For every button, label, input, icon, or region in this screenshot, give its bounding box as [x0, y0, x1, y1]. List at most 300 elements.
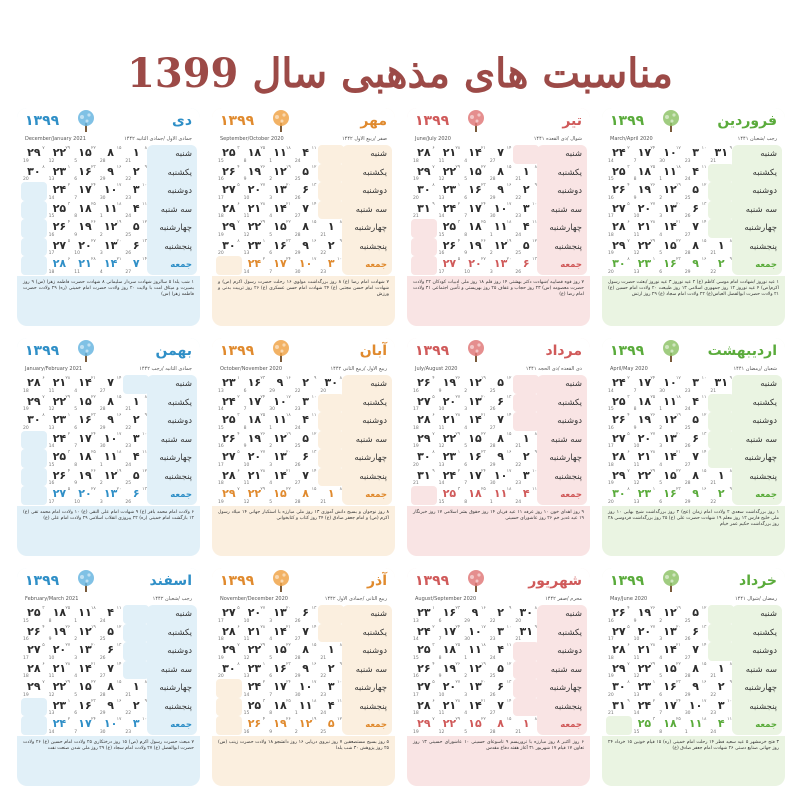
day-cell[interactable]	[72, 698, 98, 717]
day-cell[interactable]	[267, 201, 293, 220]
day-cell[interactable]	[708, 182, 734, 201]
day-cell[interactable]	[708, 642, 734, 661]
day-cell[interactable]	[267, 412, 293, 431]
day-cell[interactable]	[123, 164, 149, 183]
day-cell[interactable]	[708, 486, 734, 505]
day-cell[interactable]	[242, 468, 268, 487]
day-cell[interactable]	[437, 486, 463, 505]
day-cell[interactable]	[513, 661, 539, 680]
day-cell[interactable]	[47, 642, 73, 661]
day-cell[interactable]	[98, 486, 124, 505]
day-cell[interactable]	[632, 238, 658, 257]
day-cell[interactable]	[21, 145, 47, 164]
day-cell[interactable]	[98, 219, 124, 238]
day-cell[interactable]	[318, 642, 344, 661]
day-cell[interactable]	[437, 394, 463, 413]
day-cell[interactable]	[411, 468, 437, 487]
day-cell[interactable]	[242, 394, 268, 413]
day-cell[interactable]	[462, 256, 488, 275]
day-cell[interactable]	[657, 716, 683, 735]
day-cell[interactable]	[462, 431, 488, 450]
day-cell[interactable]	[606, 201, 632, 220]
day-cell[interactable]	[47, 468, 73, 487]
day-cell[interactable]	[657, 486, 683, 505]
day-cell[interactable]	[683, 698, 709, 717]
day-cell[interactable]	[216, 201, 242, 220]
day-cell[interactable]	[21, 412, 47, 431]
day-cell[interactable]	[657, 238, 683, 257]
day-cell[interactable]	[462, 238, 488, 257]
day-cell[interactable]	[513, 698, 539, 717]
day-cell[interactable]	[21, 164, 47, 183]
day-cell[interactable]	[437, 605, 463, 624]
day-cell[interactable]	[267, 605, 293, 624]
day-cell[interactable]	[708, 468, 734, 487]
day-cell[interactable]	[462, 698, 488, 717]
day-cell[interactable]	[437, 661, 463, 680]
day-cell[interactable]	[267, 256, 293, 275]
day-cell[interactable]	[462, 716, 488, 735]
day-cell[interactable]	[21, 238, 47, 257]
day-cell[interactable]	[657, 256, 683, 275]
day-cell[interactable]	[98, 256, 124, 275]
day-cell[interactable]	[411, 486, 437, 505]
day-cell[interactable]	[216, 145, 242, 164]
day-cell[interactable]	[318, 412, 344, 431]
day-cell[interactable]	[242, 679, 268, 698]
day-cell[interactable]	[708, 238, 734, 257]
day-cell[interactable]	[98, 201, 124, 220]
day-cell[interactable]	[21, 219, 47, 238]
day-cell[interactable]	[72, 256, 98, 275]
day-cell[interactable]	[632, 256, 658, 275]
day-cell[interactable]	[242, 486, 268, 505]
day-cell[interactable]	[216, 642, 242, 661]
day-cell[interactable]	[513, 624, 539, 643]
day-cell[interactable]	[216, 661, 242, 680]
day-cell[interactable]	[683, 394, 709, 413]
day-cell[interactable]	[267, 716, 293, 735]
day-cell[interactable]	[21, 431, 47, 450]
day-cell[interactable]	[513, 201, 539, 220]
day-cell[interactable]	[267, 661, 293, 680]
day-cell[interactable]	[462, 624, 488, 643]
day-cell[interactable]	[606, 145, 632, 164]
day-cell[interactable]	[683, 716, 709, 735]
day-cell[interactable]	[513, 642, 539, 661]
day-cell[interactable]	[437, 449, 463, 468]
day-cell[interactable]	[657, 605, 683, 624]
day-cell[interactable]	[462, 219, 488, 238]
day-cell[interactable]	[488, 605, 514, 624]
day-cell[interactable]	[47, 486, 73, 505]
day-cell[interactable]	[513, 219, 539, 238]
day-cell[interactable]	[293, 394, 319, 413]
day-cell[interactable]	[318, 182, 344, 201]
day-cell[interactable]	[318, 624, 344, 643]
day-cell[interactable]	[606, 394, 632, 413]
day-cell[interactable]	[513, 449, 539, 468]
day-cell[interactable]	[123, 449, 149, 468]
day-cell[interactable]	[513, 375, 539, 394]
day-cell[interactable]	[632, 375, 658, 394]
day-cell[interactable]	[72, 716, 98, 735]
day-cell[interactable]	[318, 394, 344, 413]
day-cell[interactable]	[318, 468, 344, 487]
day-cell[interactable]	[98, 238, 124, 257]
day-cell[interactable]	[47, 219, 73, 238]
day-cell[interactable]	[657, 394, 683, 413]
day-cell[interactable]	[21, 375, 47, 394]
day-cell[interactable]	[293, 238, 319, 257]
day-cell[interactable]	[267, 164, 293, 183]
day-cell[interactable]	[462, 468, 488, 487]
day-cell[interactable]	[488, 642, 514, 661]
day-cell[interactable]	[293, 642, 319, 661]
day-cell[interactable]	[98, 679, 124, 698]
day-cell[interactable]	[513, 182, 539, 201]
day-cell[interactable]	[606, 431, 632, 450]
day-cell[interactable]	[267, 624, 293, 643]
day-cell[interactable]	[267, 486, 293, 505]
day-cell[interactable]	[657, 679, 683, 698]
day-cell[interactable]	[123, 661, 149, 680]
day-cell[interactable]	[462, 164, 488, 183]
day-cell[interactable]	[513, 605, 539, 624]
day-cell[interactable]	[632, 164, 658, 183]
day-cell[interactable]	[123, 716, 149, 735]
day-cell[interactable]	[318, 375, 344, 394]
day-cell[interactable]	[72, 219, 98, 238]
day-cell[interactable]	[216, 486, 242, 505]
day-cell[interactable]	[72, 238, 98, 257]
day-cell[interactable]	[47, 698, 73, 717]
day-cell[interactable]	[657, 201, 683, 220]
day-cell[interactable]	[72, 431, 98, 450]
day-cell[interactable]	[242, 412, 268, 431]
day-cell[interactable]	[47, 679, 73, 698]
day-cell[interactable]	[242, 219, 268, 238]
day-cell[interactable]	[123, 431, 149, 450]
day-cell[interactable]	[123, 605, 149, 624]
day-cell[interactable]	[318, 256, 344, 275]
day-cell[interactable]	[683, 486, 709, 505]
day-cell[interactable]	[293, 145, 319, 164]
day-cell[interactable]	[632, 201, 658, 220]
day-cell[interactable]	[606, 412, 632, 431]
day-cell[interactable]	[708, 716, 734, 735]
day-cell[interactable]	[123, 642, 149, 661]
day-cell[interactable]	[683, 219, 709, 238]
day-cell[interactable]	[488, 201, 514, 220]
day-cell[interactable]	[437, 375, 463, 394]
day-cell[interactable]	[606, 256, 632, 275]
day-cell[interactable]	[216, 182, 242, 201]
day-cell[interactable]	[267, 182, 293, 201]
day-cell[interactable]	[488, 394, 514, 413]
day-cell[interactable]	[123, 219, 149, 238]
day-cell[interactable]	[267, 679, 293, 698]
day-cell[interactable]	[293, 182, 319, 201]
day-cell[interactable]	[683, 182, 709, 201]
day-cell[interactable]	[123, 256, 149, 275]
day-cell[interactable]	[411, 698, 437, 717]
day-cell[interactable]	[318, 431, 344, 450]
day-cell[interactable]	[123, 201, 149, 220]
day-cell[interactable]	[123, 182, 149, 201]
day-cell[interactable]	[708, 412, 734, 431]
day-cell[interactable]	[242, 375, 268, 394]
day-cell[interactable]	[242, 201, 268, 220]
day-cell[interactable]	[411, 449, 437, 468]
day-cell[interactable]	[632, 182, 658, 201]
day-cell[interactable]	[708, 256, 734, 275]
day-cell[interactable]	[216, 605, 242, 624]
day-cell[interactable]	[318, 698, 344, 717]
day-cell[interactable]	[437, 624, 463, 643]
day-cell[interactable]	[98, 375, 124, 394]
day-cell[interactable]	[123, 486, 149, 505]
day-cell[interactable]	[98, 716, 124, 735]
day-cell[interactable]	[513, 238, 539, 257]
day-cell[interactable]	[47, 375, 73, 394]
day-cell[interactable]	[683, 642, 709, 661]
day-cell[interactable]	[411, 201, 437, 220]
day-cell[interactable]	[123, 238, 149, 257]
day-cell[interactable]	[513, 394, 539, 413]
day-cell[interactable]	[123, 624, 149, 643]
day-cell[interactable]	[47, 605, 73, 624]
day-cell[interactable]	[488, 486, 514, 505]
day-cell[interactable]	[47, 201, 73, 220]
day-cell[interactable]	[216, 698, 242, 717]
day-cell[interactable]	[267, 468, 293, 487]
day-cell[interactable]	[488, 145, 514, 164]
day-cell[interactable]	[488, 164, 514, 183]
day-cell[interactable]	[98, 164, 124, 183]
day-cell[interactable]	[437, 219, 463, 238]
day-cell[interactable]	[606, 661, 632, 680]
day-cell[interactable]	[488, 375, 514, 394]
day-cell[interactable]	[47, 238, 73, 257]
day-cell[interactable]	[437, 256, 463, 275]
day-cell[interactable]	[216, 468, 242, 487]
day-cell[interactable]	[123, 698, 149, 717]
day-cell[interactable]	[708, 431, 734, 450]
day-cell[interactable]	[216, 256, 242, 275]
day-cell[interactable]	[72, 201, 98, 220]
day-cell[interactable]	[267, 375, 293, 394]
day-cell[interactable]	[242, 661, 268, 680]
day-cell[interactable]	[437, 698, 463, 717]
day-cell[interactable]	[21, 716, 47, 735]
day-cell[interactable]	[293, 256, 319, 275]
day-cell[interactable]	[708, 394, 734, 413]
day-cell[interactable]	[47, 164, 73, 183]
day-cell[interactable]	[513, 716, 539, 735]
day-cell[interactable]	[606, 468, 632, 487]
day-cell[interactable]	[318, 449, 344, 468]
day-cell[interactable]	[72, 486, 98, 505]
day-cell[interactable]	[606, 642, 632, 661]
day-cell[interactable]	[513, 256, 539, 275]
day-cell[interactable]	[683, 238, 709, 257]
day-cell[interactable]	[318, 716, 344, 735]
day-cell[interactable]	[488, 698, 514, 717]
day-cell[interactable]	[242, 449, 268, 468]
day-cell[interactable]	[72, 679, 98, 698]
day-cell[interactable]	[242, 624, 268, 643]
day-cell[interactable]	[21, 394, 47, 413]
day-cell[interactable]	[606, 164, 632, 183]
day-cell[interactable]	[708, 449, 734, 468]
day-cell[interactable]	[72, 624, 98, 643]
day-cell[interactable]	[606, 486, 632, 505]
day-cell[interactable]	[267, 219, 293, 238]
day-cell[interactable]	[98, 642, 124, 661]
day-cell[interactable]	[216, 449, 242, 468]
day-cell[interactable]	[488, 716, 514, 735]
day-cell[interactable]	[216, 716, 242, 735]
day-cell[interactable]	[267, 431, 293, 450]
day-cell[interactable]	[488, 238, 514, 257]
day-cell[interactable]	[293, 679, 319, 698]
day-cell[interactable]	[293, 716, 319, 735]
day-cell[interactable]	[437, 145, 463, 164]
day-cell[interactable]	[683, 449, 709, 468]
day-cell[interactable]	[708, 164, 734, 183]
day-cell[interactable]	[657, 468, 683, 487]
day-cell[interactable]	[437, 182, 463, 201]
day-cell[interactable]	[293, 605, 319, 624]
day-cell[interactable]	[606, 624, 632, 643]
day-cell[interactable]	[513, 679, 539, 698]
day-cell[interactable]	[98, 624, 124, 643]
day-cell[interactable]	[488, 468, 514, 487]
day-cell[interactable]	[437, 679, 463, 698]
day-cell[interactable]	[47, 256, 73, 275]
day-cell[interactable]	[216, 394, 242, 413]
day-cell[interactable]	[72, 468, 98, 487]
day-cell[interactable]	[216, 219, 242, 238]
day-cell[interactable]	[437, 412, 463, 431]
day-cell[interactable]	[708, 624, 734, 643]
day-cell[interactable]	[488, 431, 514, 450]
day-cell[interactable]	[437, 164, 463, 183]
day-cell[interactable]	[72, 145, 98, 164]
day-cell[interactable]	[293, 431, 319, 450]
day-cell[interactable]	[72, 449, 98, 468]
day-cell[interactable]	[513, 431, 539, 450]
day-cell[interactable]	[123, 412, 149, 431]
day-cell[interactable]	[513, 486, 539, 505]
day-cell[interactable]	[216, 679, 242, 698]
day-cell[interactable]	[437, 201, 463, 220]
day-cell[interactable]	[242, 145, 268, 164]
day-cell[interactable]	[216, 164, 242, 183]
day-cell[interactable]	[216, 412, 242, 431]
day-cell[interactable]	[632, 605, 658, 624]
day-cell[interactable]	[293, 412, 319, 431]
day-cell[interactable]	[606, 182, 632, 201]
day-cell[interactable]	[318, 201, 344, 220]
day-cell[interactable]	[632, 716, 658, 735]
day-cell[interactable]	[411, 605, 437, 624]
day-cell[interactable]	[632, 698, 658, 717]
day-cell[interactable]	[683, 661, 709, 680]
day-cell[interactable]	[437, 716, 463, 735]
day-cell[interactable]	[462, 375, 488, 394]
day-cell[interactable]	[47, 716, 73, 735]
day-cell[interactable]	[72, 605, 98, 624]
day-cell[interactable]	[683, 256, 709, 275]
day-cell[interactable]	[123, 394, 149, 413]
day-cell[interactable]	[488, 661, 514, 680]
day-cell[interactable]	[318, 238, 344, 257]
day-cell[interactable]	[216, 238, 242, 257]
day-cell[interactable]	[318, 164, 344, 183]
day-cell[interactable]	[606, 679, 632, 698]
day-cell[interactable]	[123, 145, 149, 164]
day-cell[interactable]	[683, 679, 709, 698]
day-cell[interactable]	[318, 219, 344, 238]
day-cell[interactable]	[437, 642, 463, 661]
day-cell[interactable]	[293, 698, 319, 717]
day-cell[interactable]	[318, 486, 344, 505]
day-cell[interactable]	[47, 182, 73, 201]
day-cell[interactable]	[462, 605, 488, 624]
day-cell[interactable]	[98, 412, 124, 431]
day-cell[interactable]	[47, 449, 73, 468]
day-cell[interactable]	[293, 164, 319, 183]
day-cell[interactable]	[462, 182, 488, 201]
day-cell[interactable]	[21, 661, 47, 680]
day-cell[interactable]	[47, 394, 73, 413]
day-cell[interactable]	[462, 145, 488, 164]
day-cell[interactable]	[21, 642, 47, 661]
day-cell[interactable]	[98, 449, 124, 468]
day-cell[interactable]	[72, 394, 98, 413]
day-cell[interactable]	[657, 375, 683, 394]
day-cell[interactable]	[293, 201, 319, 220]
day-cell[interactable]	[411, 256, 437, 275]
day-cell[interactable]	[488, 679, 514, 698]
day-cell[interactable]	[242, 605, 268, 624]
day-cell[interactable]	[267, 394, 293, 413]
day-cell[interactable]	[293, 661, 319, 680]
day-cell[interactable]	[683, 468, 709, 487]
day-cell[interactable]	[47, 624, 73, 643]
day-cell[interactable]	[462, 642, 488, 661]
day-cell[interactable]	[21, 698, 47, 717]
day-cell[interactable]	[632, 145, 658, 164]
day-cell[interactable]	[411, 219, 437, 238]
day-cell[interactable]	[657, 164, 683, 183]
day-cell[interactable]	[606, 238, 632, 257]
day-cell[interactable]	[267, 145, 293, 164]
day-cell[interactable]	[708, 201, 734, 220]
day-cell[interactable]	[462, 486, 488, 505]
day-cell[interactable]	[657, 431, 683, 450]
day-cell[interactable]	[98, 182, 124, 201]
day-cell[interactable]	[683, 431, 709, 450]
day-cell[interactable]	[267, 698, 293, 717]
day-cell[interactable]	[513, 164, 539, 183]
day-cell[interactable]	[708, 698, 734, 717]
day-cell[interactable]	[632, 661, 658, 680]
day-cell[interactable]	[683, 201, 709, 220]
day-cell[interactable]	[606, 605, 632, 624]
